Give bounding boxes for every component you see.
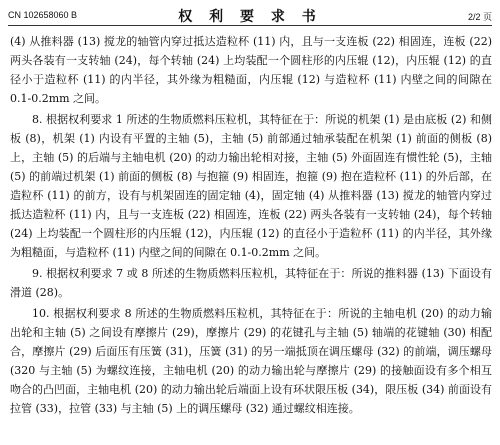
document-title: 权 利 要 求 书 [178, 9, 322, 25]
claim-paragraph-10: 10. 根据权利要求 8 所述的生物质燃料压粒机，其特征在于：所说的主轴电机 (20) 的动力输出轮和主轴 (5) 之间设有摩擦片 (29)，摩擦片 (29) 的花键孔与主轴 (5) 轴端的花键轴 (30) 相配合，摩擦片 (29) 后面压有压簧 (31)，压簧 (31) 的另一端抵顶在调压螺母 (32) 的前端，调压螺母 (320 与主轴 (5) 为螺纹连接，主轴电机 (20) 的动力输出轮与摩擦片 (29) 的接触面设有多个相互吻合的凸凹面，主轴电机 (20) 的动力输出轮后端面上设有环状限压板 (34)，限压板 (34) 前面设有拉管 (33)，拉管 (33) 与主轴 (5) 上的调压螺母 (32) 通过螺纹相连接。 [10, 307, 492, 415]
claims-body [10, 32, 492, 420]
claim-paragraph-9: 9. 根据权利要求 7 或 8 所述的生物质燃料压粒机，其特征在于：所说的推料器 (13) 下面设有滑道 (28)。 [10, 267, 492, 299]
publication-number: CN 102658060 B [8, 10, 78, 20]
claim-paragraph-continued: (4) 从推料器 (13) 搅龙的轴管内穿过抵达造粒杯 (11) 内，且与一支连板 (22) 相固连，连板 (22) 两头各装有一支转轴 (24)，每个转轴 (24) 上均装配一个圆柱形的内压辊 (12)，内压辊 (12) 的直径小于造粒杯 (11) 的内半径，其外缘为粗糙面，内压辊 (12) 与造粒杯 (11) 内壁之间的间隙在 0.1-0.2mm 之间。 [10, 35, 492, 105]
page-number: 2/2 页 [467, 12, 492, 22]
header-rule [8, 25, 492, 26]
claim-paragraph-8: 8. 根据权利要求 1 所述的生物质燃料压粒机，其特征在于：所说的机架 (1) 是由底板 (2) 和侧板 (8)，机架 (1) 内设有平置的主轴 (5)，主轴 (5) 前部通过轴承装配在机架 (1) 前面的侧板 (8) 上，主轴 (5) 的后端与主轴电机 (20) 的动力输出轮相对接，主轴 (5) 外面固连有惯性轮 (5)，主轴 (5) 的前端过机架 (1) 前面的侧板 (8) 与抱箍 (9) 相固连，抱箍 (9) 抱在造粒杯 (11) 的外后部，在造粒杯 (11) 的前方，设有与机架固连的固定轴 (4)，固定轴 (4) 从推料器 (13) 搅龙的轴管内穿过抵达造粒杯 (11) 内，且与一支连板 (22) 相固连，连板 (22) 两头各装有一支转轴 (24)，每个转轴 (24) 上均装配一个圆柱形的内压辊 (12)，内压辊 (12) 的直径小于造粒杯 (11) 的内半径，其外缘为粗糙面，与造粒杯 (11) 内壁之间的间隙在 0.1-0.2mm 之间。 [10, 113, 492, 259]
page-header [8, 6, 492, 26]
